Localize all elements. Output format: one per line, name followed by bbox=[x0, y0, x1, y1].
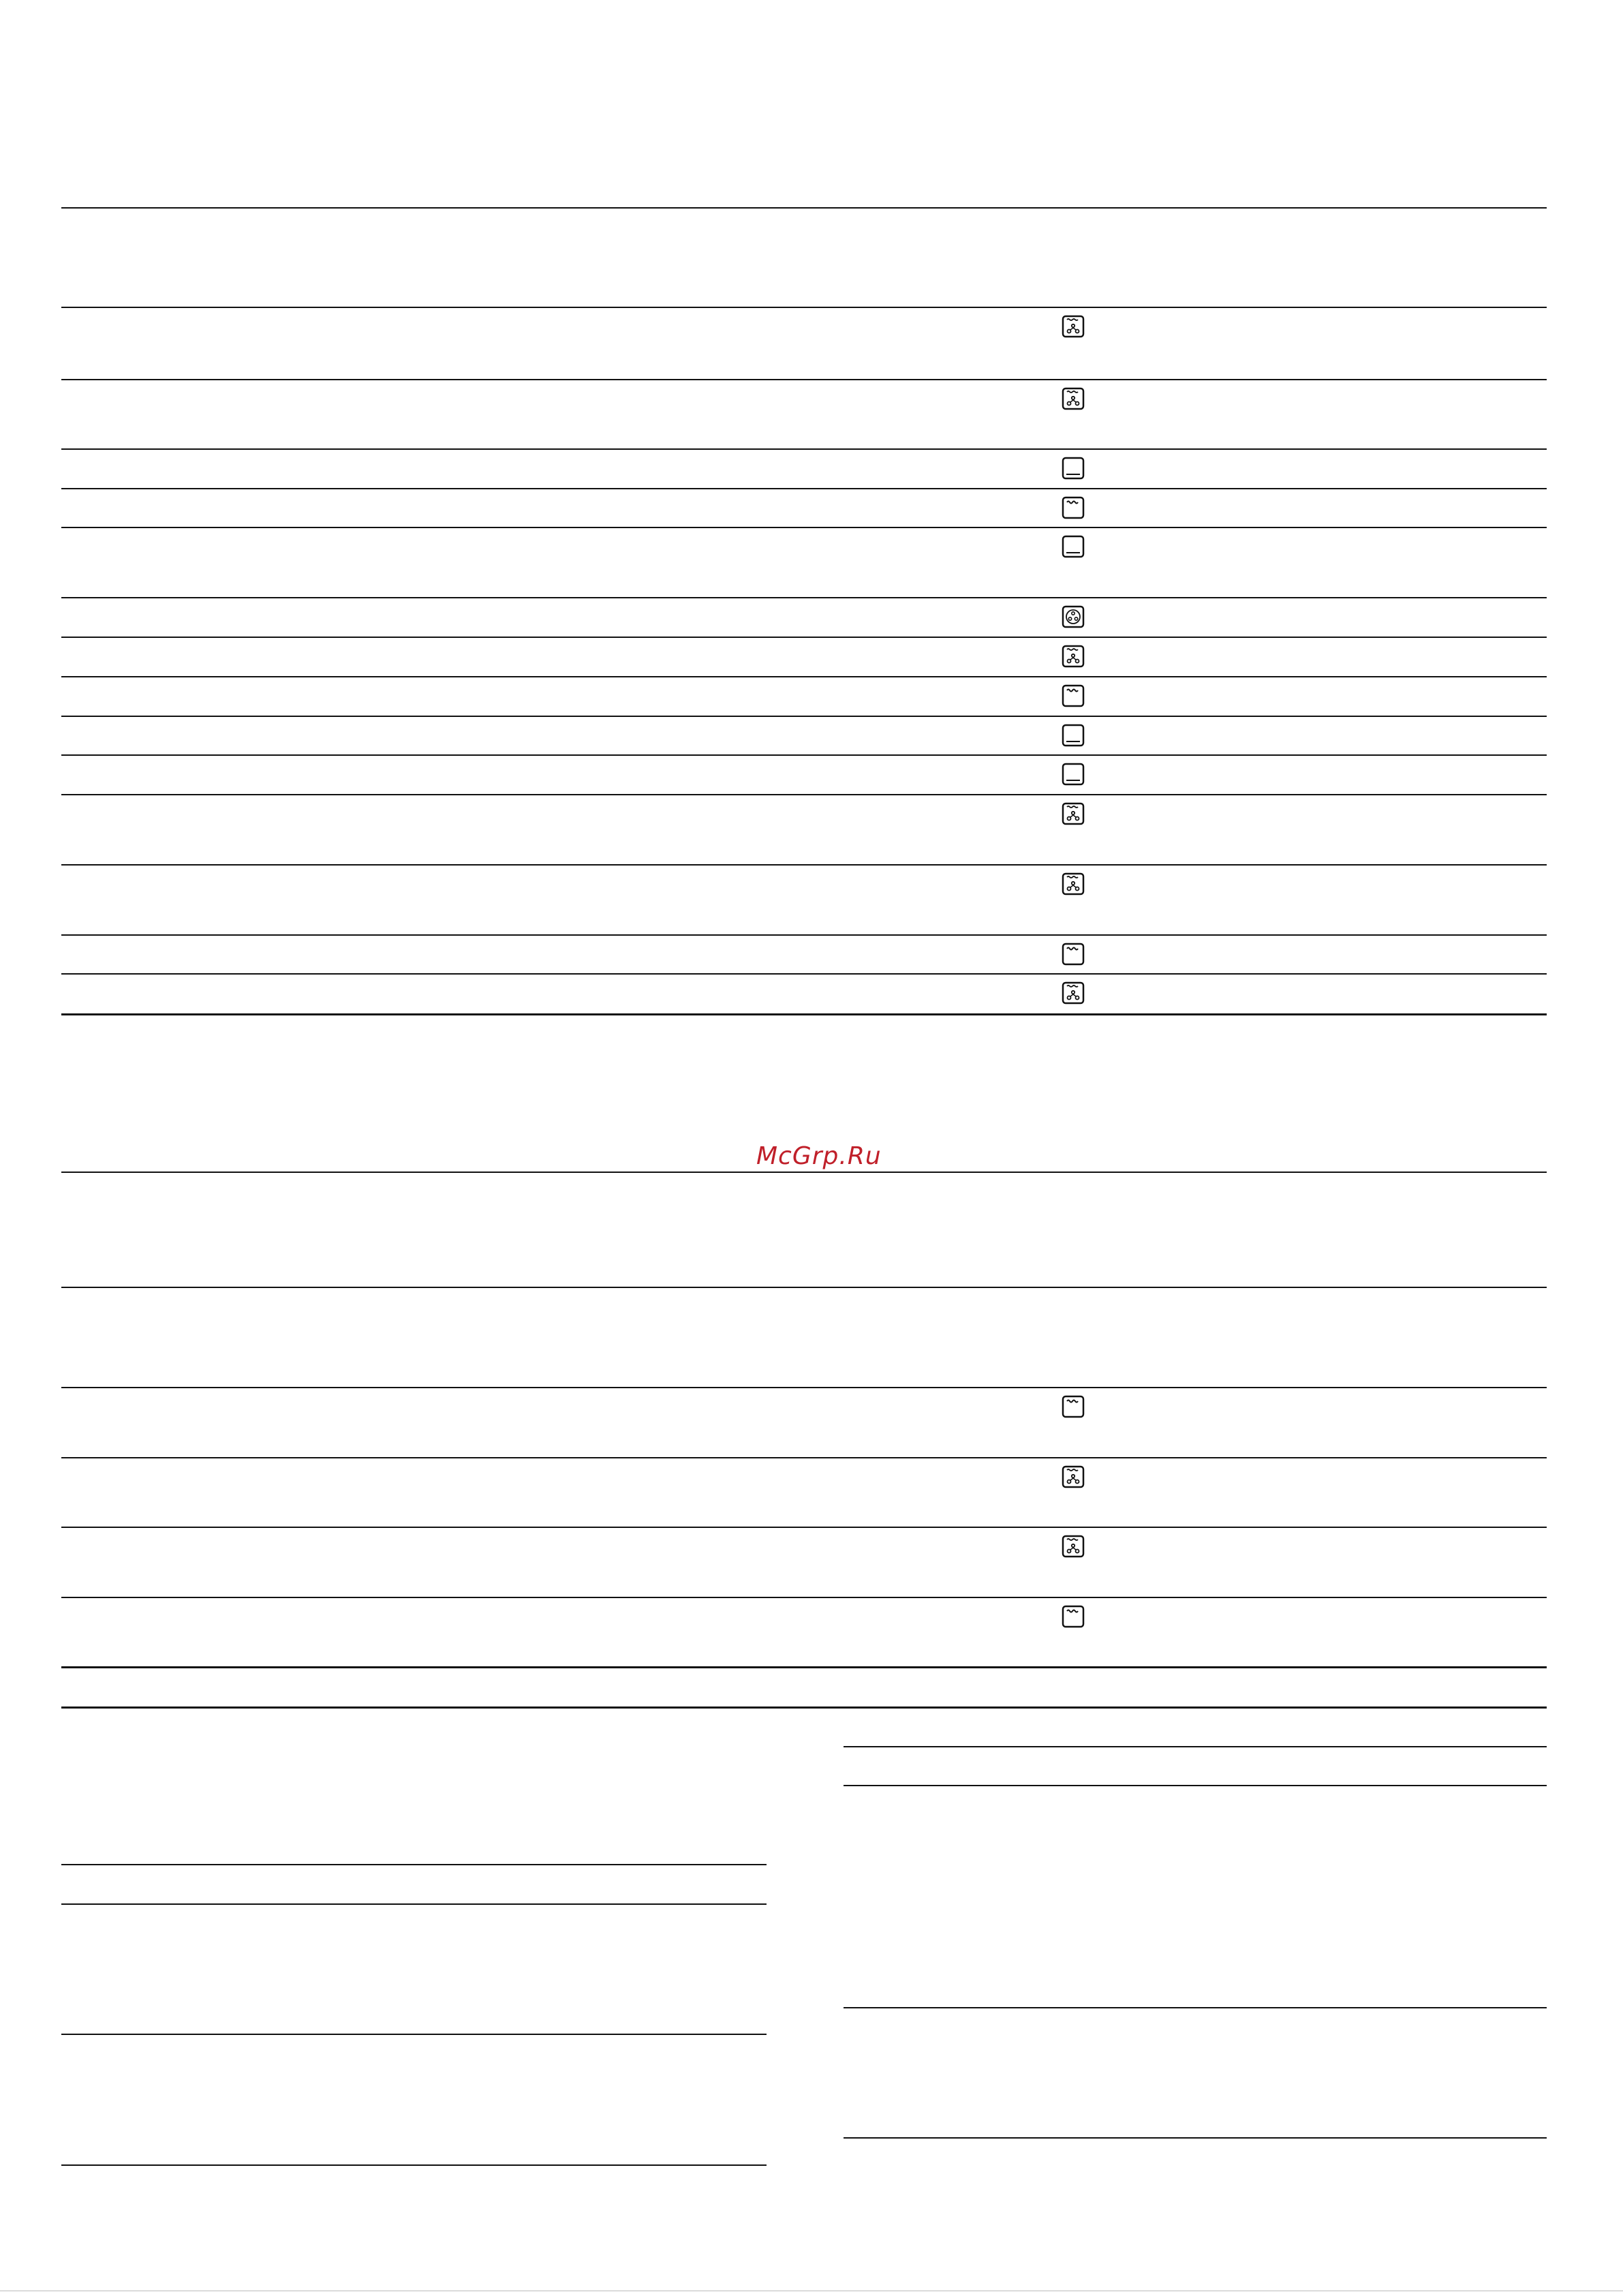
table-4-rule-1 bbox=[844, 1746, 1547, 1747]
table-2-top-rule bbox=[61, 1172, 1547, 1173]
table-2-row-rule bbox=[61, 1597, 1547, 1598]
fan-ring-heat-icon bbox=[1062, 605, 1085, 628]
table-4-rule-4 bbox=[844, 2137, 1547, 2139]
watermark: McGrp.Ru bbox=[756, 1142, 882, 1170]
fan-top-heat-icon bbox=[1062, 802, 1085, 825]
fan-top-heat-icon bbox=[1062, 315, 1085, 338]
table-3-rule-2 bbox=[61, 1903, 767, 1905]
bottom-heat-icon bbox=[1062, 763, 1085, 786]
fan-top-heat-icon bbox=[1062, 872, 1085, 896]
table-3-rule-4 bbox=[61, 2164, 767, 2166]
table-1-row-rule bbox=[61, 379, 1547, 380]
table-1-row-rule bbox=[61, 864, 1547, 866]
table-1-row-rule bbox=[61, 716, 1547, 717]
fan-top-heat-icon bbox=[1062, 1535, 1085, 1558]
bottom-heat-icon bbox=[1062, 457, 1085, 480]
fan-top-heat-icon bbox=[1062, 387, 1085, 410]
table-1-row-rule bbox=[61, 934, 1547, 936]
top-heat-icon bbox=[1062, 1395, 1085, 1418]
fan-top-heat-icon bbox=[1062, 1465, 1085, 1488]
table-2-row-rule bbox=[61, 1457, 1547, 1458]
table-1-row-rule bbox=[61, 597, 1547, 598]
top-heat-icon bbox=[1062, 943, 1085, 966]
top-heat-icon bbox=[1062, 496, 1085, 519]
table-1-row-rule bbox=[61, 488, 1547, 489]
table-2-row-rule bbox=[61, 1527, 1547, 1528]
table-4-rule-2 bbox=[844, 1785, 1547, 1786]
table-1-row-rule bbox=[61, 676, 1547, 677]
table-3-rule-3 bbox=[61, 2034, 767, 2035]
top-heat-icon bbox=[1062, 1605, 1085, 1628]
table-2-header-rule bbox=[61, 1287, 1547, 1288]
table-1-top-rule bbox=[61, 207, 1547, 209]
table-1-row-rule bbox=[61, 527, 1547, 528]
table-1-row-rule bbox=[61, 637, 1547, 638]
table-3-rule-1 bbox=[61, 1864, 767, 1865]
table-1-row-rule bbox=[61, 754, 1547, 756]
table-1-row-rule bbox=[61, 448, 1547, 450]
table-1-row-rule bbox=[61, 973, 1547, 975]
table-4-rule-3 bbox=[844, 2007, 1547, 2008]
fan-top-heat-icon bbox=[1062, 981, 1085, 1005]
fan-top-heat-icon bbox=[1062, 645, 1085, 668]
table-1-row-rule bbox=[61, 794, 1547, 795]
table-1-row-rule bbox=[61, 1013, 1547, 1015]
bottom-heat-icon bbox=[1062, 535, 1085, 558]
table-2-row-rule bbox=[61, 1666, 1547, 1668]
table-2-row-rule bbox=[61, 1706, 1547, 1709]
bottom-heat-icon bbox=[1062, 724, 1085, 747]
top-heat-icon bbox=[1062, 684, 1085, 707]
table-2-row-rule bbox=[61, 1387, 1547, 1388]
table-1-header-rule bbox=[61, 307, 1547, 308]
